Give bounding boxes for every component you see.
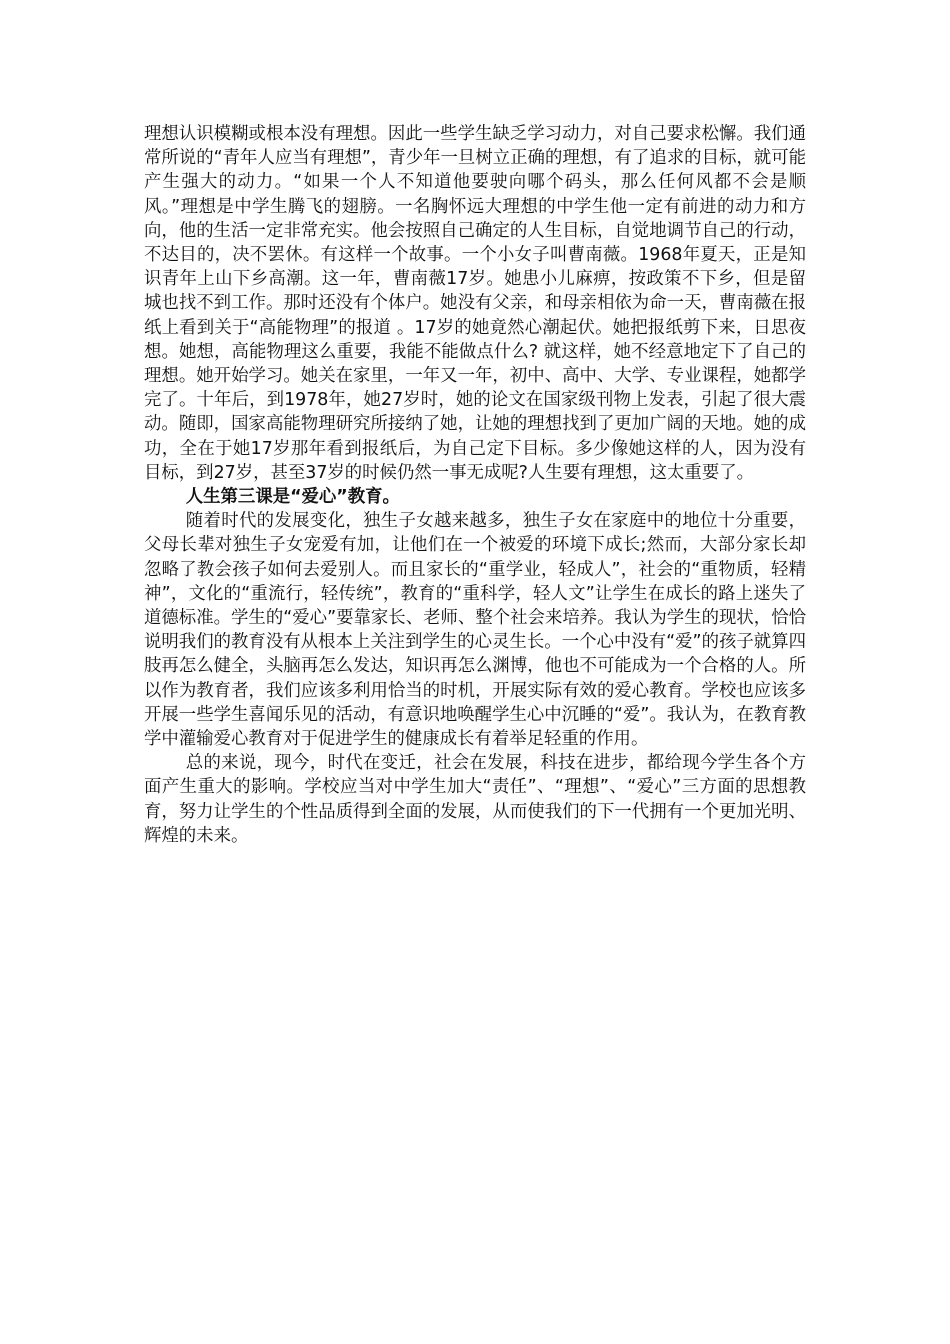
- paragraph-ideals-story: 理想认识模糊或根本没有理想。因此一些学生缺乏学习动力，对自己要求松懈。我们通常所说的“青年人应当有理想”，青少年一旦树立正确的理想，有了追求的目标，就可能产生强大的动力。“如果一个人不知道他要驶向哪个码头，那么任何风都不会是顺风。”理想是中学生腾飞的翅膀。一名胸怀远大理想的中学生他一定有前进的动力和方向，他的生活一定非常充实。他会按照自己确定的人生目标，自觉地调节自己的行动，不达目的，决不罢休。有这样一个故事。一个小女子叫曹南薇。1968年夏天，正是知识青年上山下乡高潮。这一年，曹南薇17岁。她患小儿麻痹，按政策不下乡，但是留城也找不到工作。那时还没有个体户。她没有父亲，和母亲相依为命一天，曹南薇在报纸上看到关于“高能物理”的报道 。17岁的她竟然心潮起伏。她把报纸剪下来，日思夜想。她想，高能物理这么重要，我能不能做点什么? 就这样，她不经意地定下了自己的理想。她开始学习。她关在家里，一年又一年，初中、高中、大学、专业课程，她都学完了。十年后，到1978年，她27岁时，她的论文在国家级刊物上发表，引起了很大震动。随即，国家高能物理研究所接纳了她，让她的理想找到了更加广阔的天地。她的成功，全在于她17岁那年看到报纸后，为自己定下目标。多少像她这样的人，因为没有目标，到27岁，甚至37岁的时候仍然一事无成呢?人生要有理想，这太重要了。: [144, 124, 806, 483]
- paragraph-love-education: 随着时代的发展变化，独生子女越来越多，独生子女在家庭中的地位十分重要，父母长辈对独生子女宠爱有加，让他们在一个被爱的环境下成长;然而，大部分家长却忽略了教会孩子如何去爱别人。而且家长的“重学业，轻成人”，社会的“重物质，轻精神”，文化的“重流行，轻传统”，教育的“重科学，轻人文”让学生在成长的路上迷失了道德标准。学生的“爱心”要靠家长、老师、整个社会来培养。我认为学生的现状，恰恰说明我们的教育没有从根本上关注到学生的心灵生长。一个心中没有“爱”的孩子就算四肢再怎么健全，头脑再怎么发达，知识再怎么渊博，他也不可能成为一个合格的人。所以作为教育者，我们应该多利用恰当的时机，开展实际有效的爱心教育。学校也应该多开展一些学生喜闻乐见的活动，有意识地唤醒学生心中沉睡的“爱”。我认为，在教育教学中灌输爱心教育对于促进学生的健康成长有着举足轻重的作用。: [144, 511, 806, 750]
- section-heading-love-education: 人生第三课是“爱心”教育。: [185, 487, 400, 508]
- paragraph-conclusion: 总的来说，现今，时代在变迁，社会在发展，科技在进步，都给现今学生各个方面产生重大的影响。学校应当对中学生加大“责任”、“理想”、“爱心”三方面的思想教育，努力让学生的个性品质得到全面的发展，从而使我们的下一代拥有一个更加光明、辉煌的未来。: [144, 753, 806, 846]
- document-body: [144, 122, 806, 848]
